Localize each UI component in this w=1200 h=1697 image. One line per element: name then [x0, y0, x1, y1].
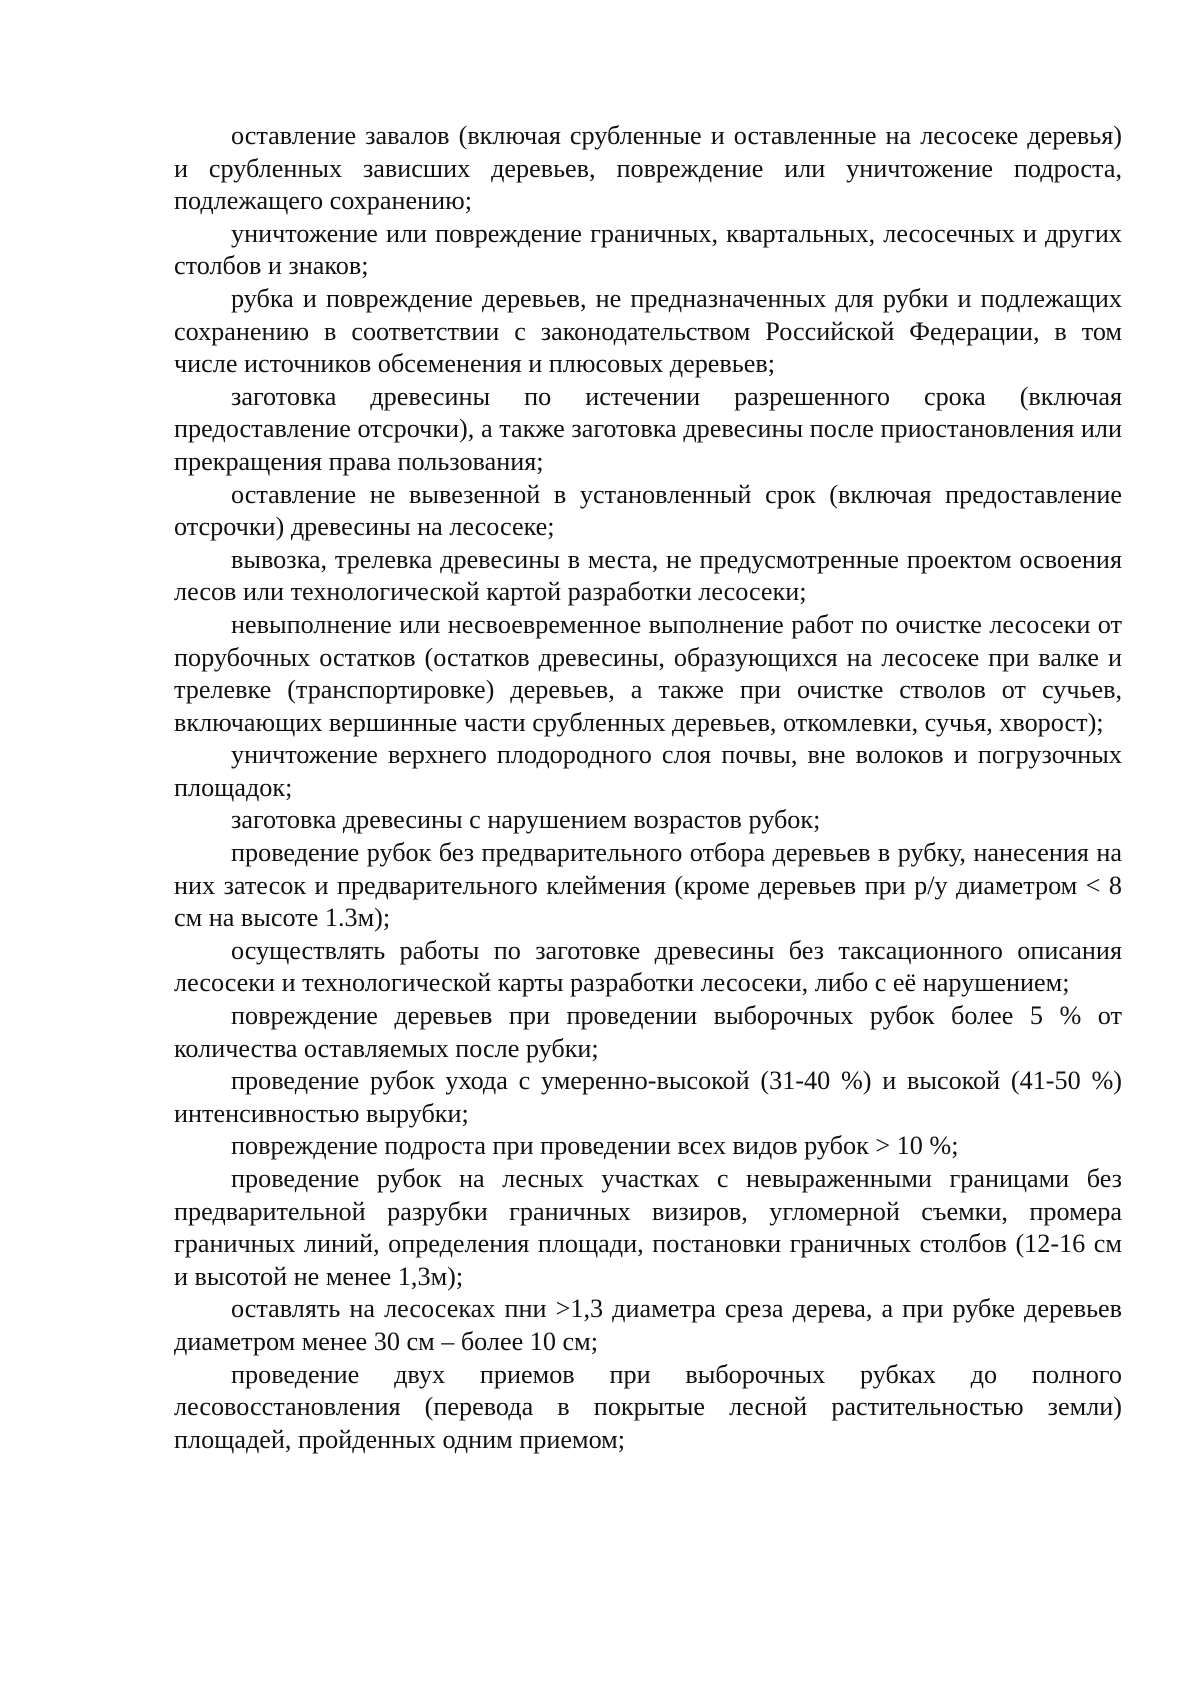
paragraph: проведение рубок на лесных участках с невыраженными границами без предварительной разрубки граничных визиров, угломерной съемки, промера граничных линий, определения площади, постановки граничных столбов (12-16 см и высотой не менее 1,3м);: [174, 1164, 1122, 1291]
paragraph: проведение рубок без предварительного отбора деревьев в рубку, нанесения на них затесок и предварительного клеймения (кроме деревьев при р/у диаметром < 8 см на высоте 1.3м);: [174, 838, 1122, 933]
paragraph: невыполнение или несвоевременное выполнение работ по очистке лесосеки от порубочных остатков (остатков древесины, образующихся на лесосеке при валке и трелевке (транспортировке) деревьев, а также при очистке стволов от сучьев, включающих вершинные части срубленных деревьев, откомлевки, сучья, хворост);: [174, 609, 1122, 737]
paragraph: оставление завалов (включая срубленные и оставленные на лесосеке деревья) и срубленных зависших деревьев, повреждение или уничтожение подроста, подлежащего сохранению;: [174, 121, 1122, 216]
paragraph: проведение двух приемов при выборочных рубках до полного лесовосстановления (перевода в покрытые лесной растительностью земли) площадей, пройденных одним приемом;: [174, 1359, 1122, 1454]
paragraph: оставлять на лесосеках пни >1,3 диаметра среза дерева, а при рубке деревьев диаметром менее 30 см – более 10 см;: [174, 1294, 1122, 1356]
paragraph: заготовка древесины с нарушением возрастов рубок;: [231, 805, 821, 835]
paragraph: уничтожение или повреждение граничных, квартальных, лесосечных и других столбов и знаков;: [174, 218, 1122, 281]
paragraph: осуществлять работы по заготовке древесины без таксационного описания лесосеки и технологической карты разработки лесосеки, либо с её нарушением;: [174, 935, 1122, 998]
paragraph: рубка и повреждение деревьев, не предназначенных для рубки и подлежащих сохранению в соответствии с законодательством Российской Федерации, в том числе источников обсеменения и плюсовых деревьев;: [174, 283, 1122, 379]
paragraph: уничтожение верхнего плодородного слоя почвы, вне волоков и погрузочных площадок;: [174, 740, 1122, 802]
paragraph: оставление не вывезенной в установленный срок (включая предоставление отсрочки) древесины на лесосеке;: [174, 479, 1122, 542]
paragraph: заготовка древесины по истечении разрешенного срока (включая предоставление отсрочки), а также заготовка древесины после приостановления или прекращения права пользования;: [174, 381, 1122, 476]
document-body: [174, 120, 1122, 1456]
paragraph: проведение рубок ухода с умеренно-высокой (31-40 %) и высокой (41-50 %) интенсивностью вырубки;: [174, 1066, 1122, 1128]
paragraph: повреждение деревьев при проведении выборочных рубок более 5 % от количества оставляемых после рубки;: [174, 1001, 1122, 1063]
paragraph: повреждение подроста при проведении всех видов рубок > 10 %;: [231, 1131, 959, 1161]
paragraph: вывозка, трелевка древесины в места, не предусмотренные проектом освоения лесов или технологической картой разработки лесосеки;: [174, 544, 1122, 607]
